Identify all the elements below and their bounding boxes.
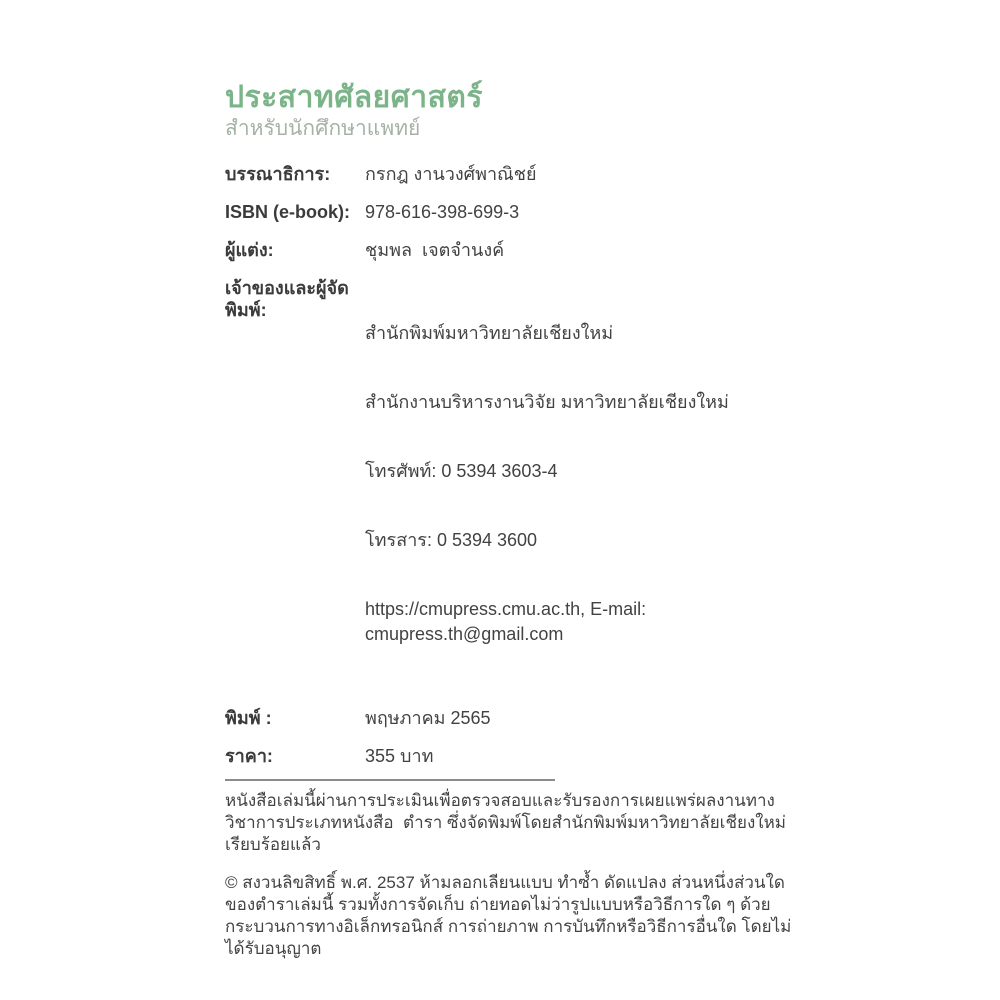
review-note: หนังสือเล่มนี้ผ่านการประเมินเพื่อตรวจสอบและรับรองการเผยแพร่ผลงานทางวิชาการประเภทหนังสือ ตำรา ซึ่งจัดพิมพ์โดยสำนักพิมพ์มหาวิทยาลัยเชียงใหม่เรียบร้อยแล้ว [225,791,786,854]
info-row-author [225,239,800,261]
info-row-editor [225,163,800,185]
isbn-value: 978-616-398-699-3 [365,202,520,222]
price-value: 355 บาท [365,746,434,766]
publication-info [225,163,800,767]
footer-divider [225,779,555,781]
editor-label: บรรณาธิการ: [225,164,331,184]
isbn-label: ISBN (e-book): [225,202,350,222]
publisher-line-fax: โทรสาร: 0 5394 3600 [365,530,538,550]
publisher-label: เจ้าของและผู้จัดพิมพ์: [225,278,349,320]
publisher-line-phone: โทรศัพท์: 0 5394 3603-4 [365,461,558,481]
author-value: ชุมพล เจตจำนงค์ [365,240,505,260]
editor-value: กรกฎ งานวงศ์พาณิชย์ [365,164,537,184]
publisher-value [365,277,800,691]
copyright-page [225,82,800,783]
copyright-notice: © สงวนลิขสิทธิ์ พ.ศ. 2537 ห้ามลอกเลียนแบบ ทำซ้ำ ดัดแปลง ส่วนหนึ่งส่วนใดของตำราเล่มนี้ รวมทั้งการจัดเก็บ ถ่ายทอดไม่ว่ารูปแบบหรือวิธีการใด ๆ ด้วยกระบวนการทางอิเล็กทรอนิกส์ การถ่ายภาพ การบันทึกหรือวิธีการอื่นใด โดยไม่ได้รับอนุญาต [225,873,792,958]
book-subtitle: สำหรับนักศึกษาแพทย์ [225,117,421,140]
publisher-line-press: สำนักพิมพ์มหาวิทยาลัยเชียงใหม่ [365,323,614,343]
info-row-isbn [225,201,800,223]
info-row-printed [225,707,800,729]
publisher-line-url-email: https://cmupress.cmu.ac.th, E-mail: cmupress.th@gmail.com [365,599,652,644]
book-title: ประสาทศัลยศาสตร์ [225,81,484,114]
printed-value: พฤษภาคม 2565 [365,708,491,728]
author-label: ผู้แต่ง: [225,240,274,260]
printed-label: พิมพ์ : [225,708,272,728]
publisher-line-office: สำนักงานบริหารงานวิจัย มหาวิทยาลัยเชียงใหม่ [365,392,729,412]
info-row-publisher [225,277,800,691]
info-row-price [225,745,800,767]
price-label: ราคา: [225,746,273,766]
footer-notes [225,779,797,960]
